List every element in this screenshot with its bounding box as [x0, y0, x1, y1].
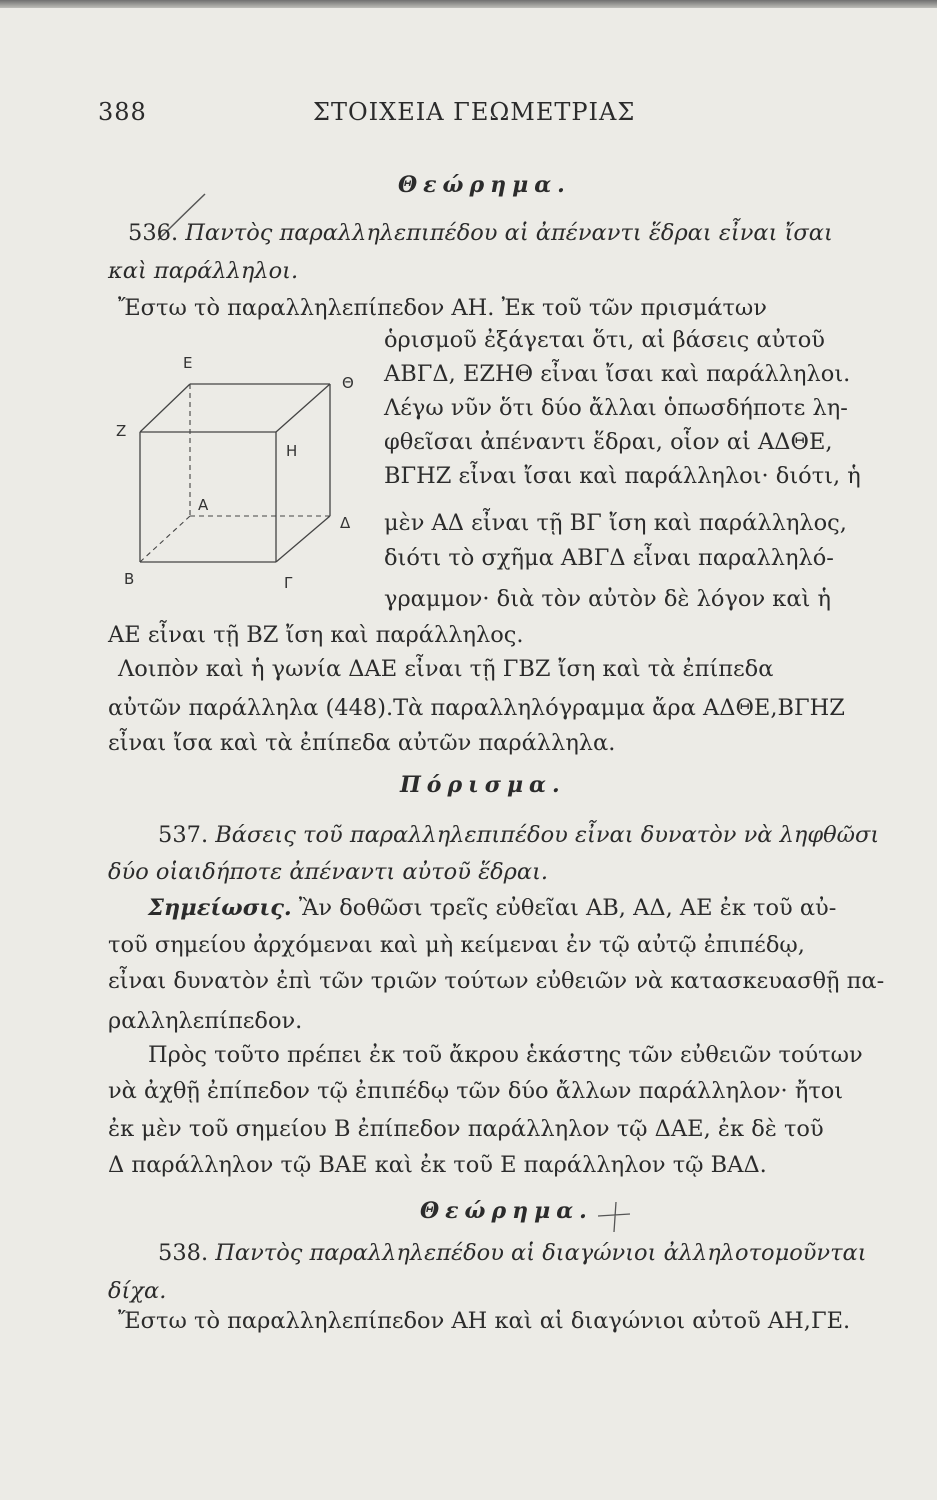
proof-line: εἶναι ἴσα καὶ τὰ ἐπίπεδα αὐτῶν παράλληλα. — [108, 730, 616, 756]
corollary-537-number: 537. — [158, 822, 209, 848]
parallelepiped-figure — [108, 350, 373, 620]
theorem-538-proof-line: Ἔστω τὸ παραλληλεπίπεδον ΑΗ καὶ αἱ διαγώνιοι αὐτοῦ ΑΗ,ΓΕ. — [118, 1308, 851, 1334]
corollary-537-statement: Βάσεις τοῦ παραλληλεπιπέδου εἶναι δυνατὸν νὰ ληφθῶσι — [215, 822, 880, 848]
note-line-1 — [148, 893, 836, 923]
page-number: 388 — [98, 98, 147, 126]
proof-line: μὲν ΑΔ εἶναι τῇ ΒΓ ἴση καὶ παράλληλος, — [384, 510, 847, 536]
note-label: Σημείωσις. — [148, 895, 292, 921]
corollary-537-statement-line1 — [158, 820, 879, 850]
theorem-536-number: 536. — [128, 220, 179, 246]
theorem-538-number: 538. — [158, 1240, 209, 1266]
corollary-537-statement-line2: δύο οἱαιδήποτε ἀπέναντι αὐτοῦ ἕδραι. — [108, 859, 549, 885]
label-Delta: Δ — [340, 514, 351, 532]
theorem-538-statement: Παντὸς παραλληλεπέδου αἱ διαγώνιοι ἀλληλοτομοῦνται — [215, 1240, 867, 1266]
proof-line: Λέγω νῦν ὅτι δύο ἄλλαι ὁπωσδήποτε λη- — [384, 395, 848, 421]
label-Gamma: Γ — [284, 574, 293, 592]
edge-ZE — [140, 384, 190, 432]
label-B: Β — [124, 570, 135, 588]
note-line: ραλληλεπίπεδον. — [108, 1008, 303, 1034]
label-A: Α — [198, 496, 209, 514]
note-line: ἐκ μὲν τοῦ σημείου Β ἐπίπεδον παράλληλον τῷ ΔΑΕ, ἐκ δὲ τοῦ — [108, 1116, 824, 1142]
proof-line: ΒΓΗΖ εἶναι ἴσαι καὶ παράλληλοι· διότι, ἡ — [384, 463, 861, 489]
label-Theta: Θ — [342, 374, 354, 392]
note-line: Πρὸς τοῦτο πρέπει ἐκ τοῦ ἄκρου ἑκάστης τῶν εὐθειῶν τούτων — [148, 1042, 863, 1068]
note-line: εἶναι δυνατὸν ἐπὶ τῶν τριῶν τούτων εὐθειῶν νὰ κατασκευασθῇ πα- — [108, 968, 885, 994]
note-line: νὰ ἀχθῇ ἐπίπεδον τῷ ἐπιπέδῳ τῶν δύο ἄλλων παράλληλον· ἤτοι — [108, 1078, 844, 1104]
label-E: Ε — [183, 354, 193, 372]
proof-line: γραμμον· διὰ τὸν αὐτὸν δὲ λόγον καὶ ἡ — [384, 586, 831, 612]
proof-line: ὁρισμοῦ ἐξάγεται ὅτι, αἱ βάσεις αὐτοῦ — [384, 327, 825, 353]
proof-line: αὐτῶν παράλληλα (448).Τὰ παραλληλόγραμμα ἄρα ΑΔΘΕ,ΒΓΗΖ — [108, 695, 845, 721]
theorem-538-heading: Θεώρημα. — [420, 1198, 593, 1224]
note-line: τοῦ σημείου ἀρχόμεναι καὶ μὴ κείμεναι ἐν τῷ αὐτῷ ἐπιπέδῳ, — [108, 932, 805, 958]
theorem-538-statement-line2: δίχα. — [108, 1278, 167, 1304]
proof-line: διότι τὸ σχῆμα ΑΒΓΔ εἶναι παραλληλό- — [384, 545, 834, 571]
edge-GammaDelta — [276, 516, 330, 562]
handwritten-cross-mark — [594, 1198, 634, 1234]
edge-HTheta — [276, 384, 330, 432]
corollary-537-heading: Πόρισμα. — [400, 772, 566, 798]
proof-line: φθεῖσαι ἀπέναντι ἕδραι, οἷον αἱ ΑΔΘΕ, — [384, 429, 833, 455]
proof-line: ΑΒΓΔ, ΕΖΗΘ εἶναι ἴσαι καὶ παράλληλοι. — [384, 361, 851, 387]
theorem-536-statement-line1 — [128, 218, 833, 248]
running-title: ΣΤΟΙΧΕΙΑ ΓΕΩΜΕΤΡΙΑΣ — [313, 98, 636, 126]
proof-line: Ἔστω τὸ παραλληλεπίπεδον ΑΗ. Ἐκ τοῦ τῶν πρισμάτων — [118, 295, 767, 321]
note-text: Ἂν δοθῶσι τρεῖς εὐθεῖαι ΑΒ, ΑΔ, ΑΕ ἐκ τοῦ αὐ- — [298, 895, 837, 921]
page-top-edge — [0, 0, 937, 8]
label-H: Η — [286, 442, 298, 460]
hidden-edge-AB — [140, 516, 190, 562]
proof-line: ΑΕ εἶναι τῇ ΒΖ ἴση καὶ παράλληλος. — [108, 622, 524, 648]
theorem-536-statement: Παντὸς παραλληλεπιπέδου αἱ ἀπέναντι ἕδραι εἶναι ἴσαι — [185, 220, 833, 246]
theorem-536-statement-line2: καὶ παράλληλοι. — [108, 258, 299, 284]
theorem-538-statement-line1 — [158, 1238, 867, 1268]
label-Z: Ζ — [116, 422, 127, 440]
theorem-536-heading: Θεώρημα. — [398, 172, 571, 198]
note-line: Δ παράλληλον τῷ ΒΑΕ καὶ ἐκ τοῦ Ε παράλληλον τῷ ΒΑΔ. — [108, 1152, 767, 1178]
page-header — [98, 98, 858, 138]
proof-line: Λοιπὸν καὶ ἡ γωνία ΔΑΕ εἶναι τῇ ΓΒΖ ἴση καὶ τὰ ἐπίπεδα — [118, 656, 774, 682]
